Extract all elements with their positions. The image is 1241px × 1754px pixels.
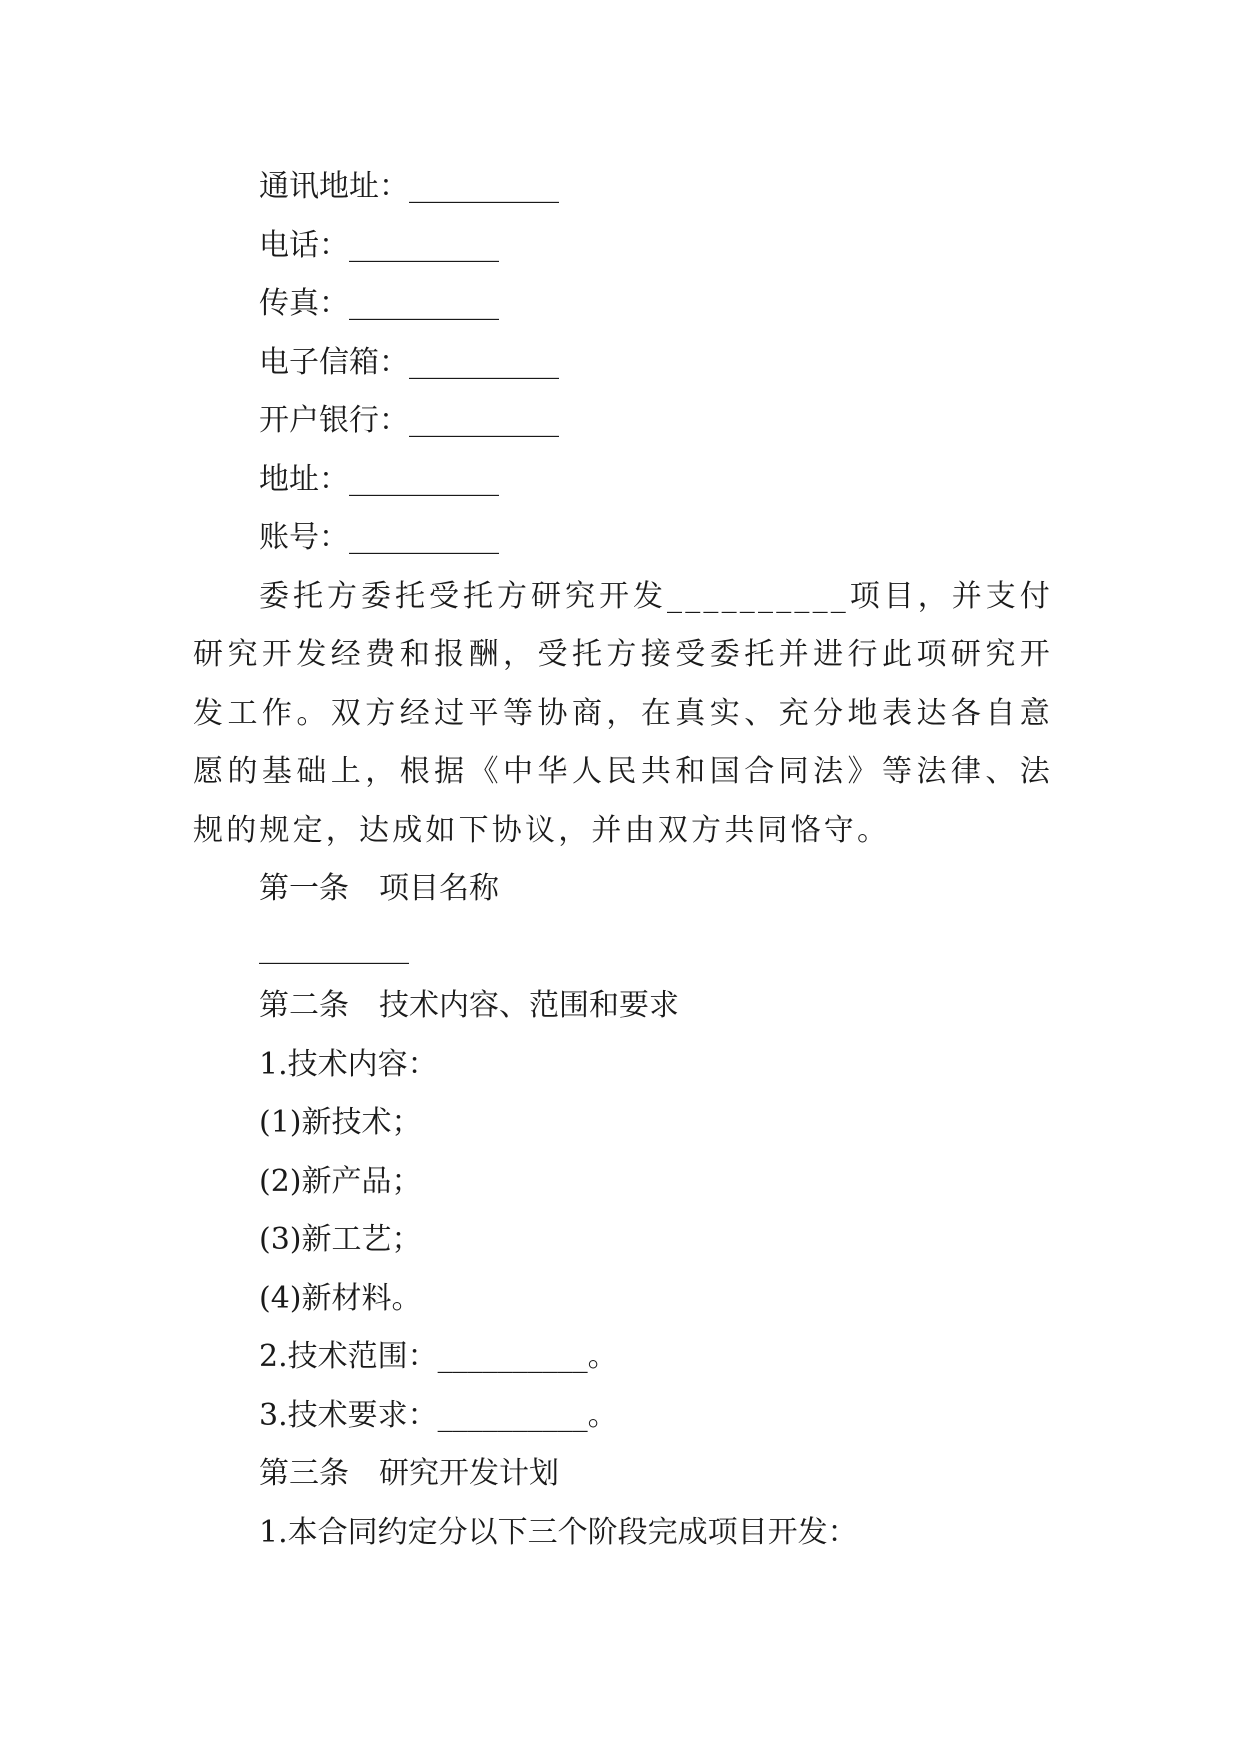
contact-field-fax: 传真：__________ (259, 286, 499, 321)
article-2-item-new-product: (2)新产品； (259, 1163, 422, 1199)
article-2-item-new-technology: (1)新技术； (259, 1105, 422, 1140)
article-3-item-stages: 1.本合同约定分以下三个阶段完成项目开发： (259, 1514, 858, 1550)
intro-paragraph: 委托方委托受托方研究开发__________项目，并支付研究开发经费和报酬，受托方接受委托并进行此项研究开发工作。双方经过平等协商，在真实、充分地表达各自意愿的基础上，根据《中华人民共和国合同法》等法律、法规的规定，达成如下协议，并由双方共同恪守。 (193, 578, 1053, 848)
contact-field-bank: 开户银行：__________ (259, 403, 559, 438)
article-1-heading: 第一条 项目名称 (259, 871, 499, 906)
contact-field-account: 账号：__________ (259, 520, 499, 555)
article-1-blank: __________ (259, 929, 409, 965)
contract-body (193, 158, 1053, 1562)
contact-field-phone: 电话：__________ (259, 227, 499, 263)
article-2-heading: 第二条 技术内容、范围和要求 (259, 988, 679, 1023)
article-3-heading: 第三条 研究开发计划 (259, 1456, 559, 1491)
article-2-item-new-process: (3)新工艺； (259, 1222, 422, 1257)
article-2-item-new-material: (4)新材料。 (259, 1280, 422, 1316)
article-2-item-content: 1.技术内容： (259, 1046, 438, 1082)
contact-field-email: 电子信箱：__________ (259, 344, 559, 380)
article-2-item-requirements: 3.技术要求：__________。 (259, 1397, 618, 1433)
contact-field-address: 地址：__________ (259, 461, 499, 497)
contact-field-mailing-address: 通讯地址：__________ (259, 169, 559, 204)
article-2-item-scope: 2.技术范围：__________。 (259, 1339, 618, 1374)
